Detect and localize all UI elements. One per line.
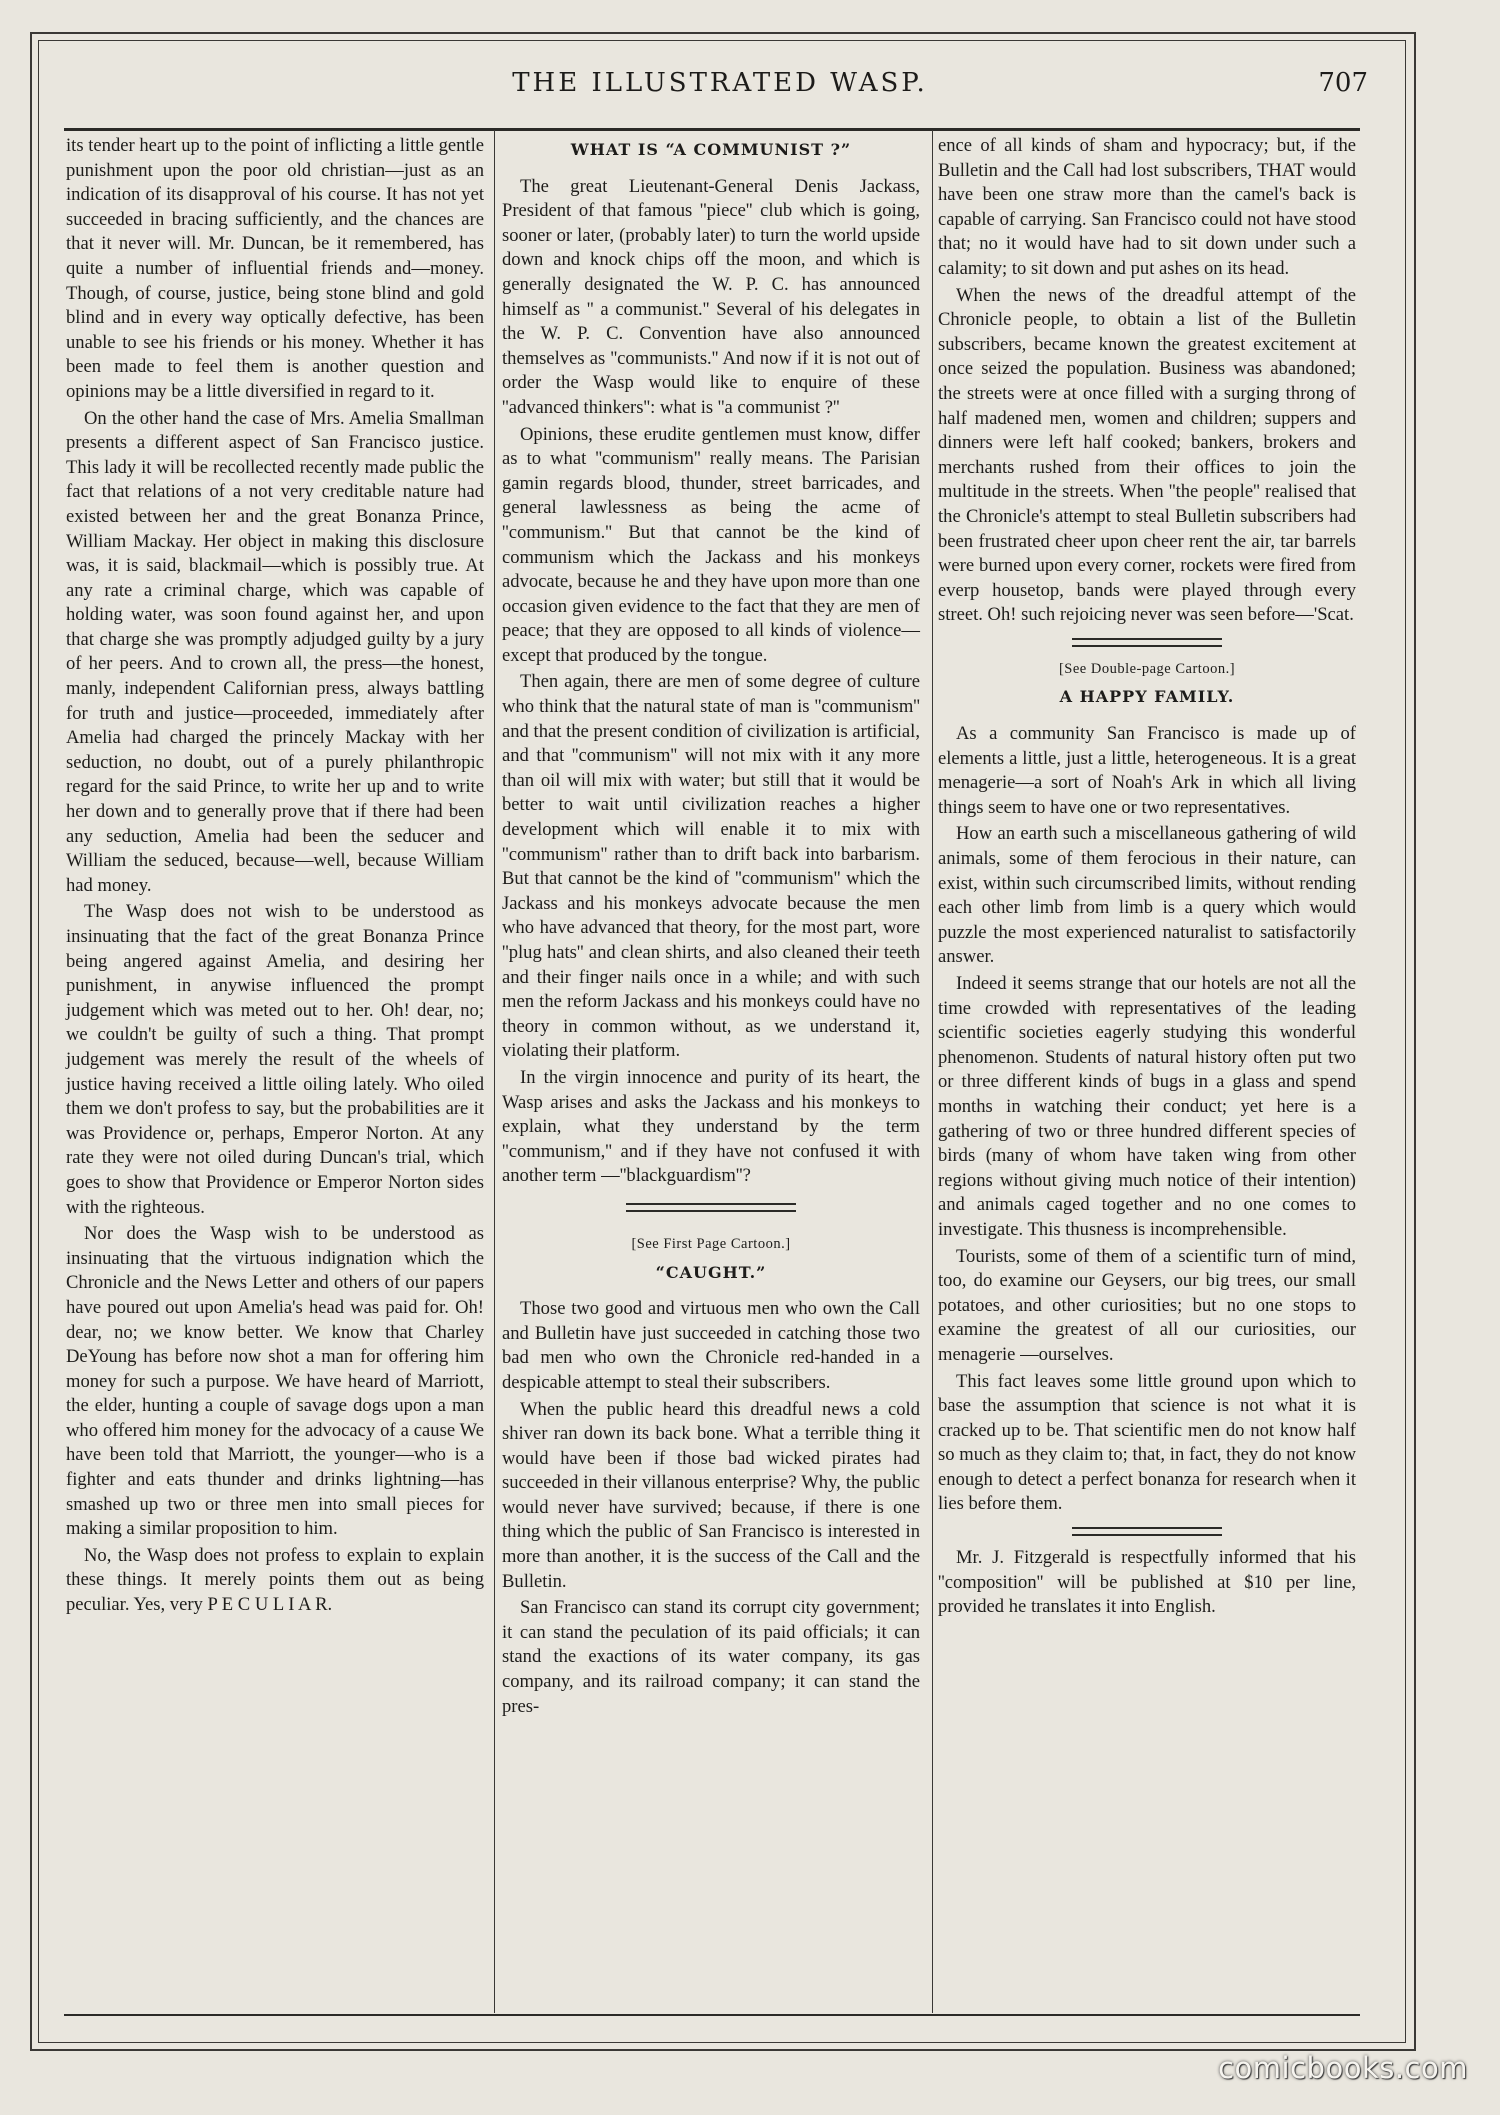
- col2-paragraph: San Francisco can stand its corrupt city government; it can stand the peculation of its paid officials; it can stand the exactions of its water company, its gas company, and its railroad company; it can stand the pres-: [502, 1597, 920, 1717]
- article-heading-happy-family: A HAPPY FAMILY.: [1059, 687, 1235, 707]
- masthead: THE ILLUSTRATED WASP.: [512, 68, 928, 98]
- column-1: [66, 134, 484, 1620]
- column-divider-2: [932, 130, 933, 2013]
- cartoon-note: [See Double-page Cartoon.]: [1058, 660, 1236, 677]
- column-3: [938, 134, 1356, 1622]
- section-divider: [1072, 638, 1222, 647]
- article-heading-communist: WHAT IS “A COMMUNIST ?”: [570, 140, 852, 159]
- col3-paragraph: How an earth such a miscellaneous gathering of wild animals, some of them ferocious in their nature, can exist, within such circumscribed limits, without rending each other limb from limb is a query which would puzzle the most experienced naturalist to satisfactorily answer.: [938, 823, 1356, 968]
- col2-paragraph: Then again, there are men of some degree of culture who think that the natural state of man is ''communism'' and that the present condition of civilization is artificial, and that ''communism'' will not mix with it any more than oil will mix with water; but still that it would be better to wait until civilization reaches a higher development which will enable it to mix with ''communism'' rather than to drift back into barbarism. But that cannot be the kind of ''communism'' which the Jackass and his monkeys advocate because the men who have advanced that theory, for the most part, wore ''plug hats'' and clean shirts, and also cleaned their teeth and their finger nails once in a while; and with such men the reform Jackass and his monkeys could have no theory in common without, as we understand it, violating their platform.: [502, 671, 920, 1062]
- col2-paragraph: When the public heard this dreadful news a cold shiver ran down its back bone. What a terrible thing it would have been if those bad wicked pirates had succeeded in their villanous enterprise? Why, the public would never have survived; because, if there is one thing which the public of San Francisco is interested in more than another, it is the success of the Call and the Bulletin.: [502, 1398, 920, 1592]
- col3-paragraph: Indeed it seems strange that our hotels are not all the time crowded with representatives of the leading scientific societies eagerly studying this wonderful phenomenon. Students of natural history often put two or three different kinds of bugs in a glass and spend months in watching their conduct; yet here is a gathering of two or three hundred different species of birds (many of whom have taken wing from other regions without giving much notice of their intention) and animals caged together and no one comes to investigate. This thusness is incomprehensible.: [938, 973, 1356, 1240]
- col1-paragraph: its tender heart up to the point of inflicting a little gentle punishment upon the poor old christian—just as an indication of its disapproval of his course. It has not yet succeeded in bracing sufficiently, and the chances are that it never will. Mr. Duncan, be it remembered, has quite a number of influential friends and—money. Though, of course, justice, being stone blind and gold blind and in every way optically defective, has been unable to see his friends or his money. Whether it has been made to feel them is another question and opinions may be a little diversified in regard to it.: [66, 135, 484, 402]
- section-divider: [1072, 1527, 1222, 1536]
- col1-paragraph: No, the Wasp does not profess to explain to explain these things. It merely points them out as being peculiar. Yes, very P E C U L I A R.: [66, 1544, 484, 1616]
- col2-paragraph: The great Lieutenant-General Denis Jackass, President of that famous ''piece'' club which is going, sooner or later, (probably later) to turn the world upside down and knock chips off the moon, and which is generally designated the W. P. C. has announced himself as '' a communist.'' Several of his delegates in the W. P. C. Convention have also announced themselves as ''communists.'' And now if it is not out of order the Wasp would like to enquire of these ''advanced thinkers'': what is ''a communist ?'': [502, 175, 920, 418]
- fitzgerald-notice: Mr. J. Fitzgerald is respectfully informed that his ''composition'' will be published at $10 per line, provided he translates it into English.: [938, 1547, 1356, 1618]
- col1-paragraph: On the other hand the case of Mrs. Amelia Smallman presents a different aspect of San Francisco justice. This lady it will be recollected recently made public the fact that relations of a not very creditable nature had existed between her and the great Bonanza Prince, William Mackay. Her object in making this disclosure was, it is said, blackmail—which is possibly true. At any rate a criminal charge, which was capable of holding water, was soon found against her, and upon that charge she was promptly adjudged guilty by a jury of her peers. And to crown all, the press—the honest, manly, independent Californian press, always battling for truth and justice—proceeded, immediately after Amelia had charged the princely Mackay with her seduction, no doubt, out of a purely philanthropic regard for the said Prince, to write her up and to write her down and to generally prove that if there had been any seduction, Amelia had been the seducer and William the seduced, because—well, because William had money.: [66, 407, 484, 896]
- running-head: [40, 68, 1400, 110]
- col1-paragraph: The Wasp does not wish to be understood as insinuating that the fact of the great Bonanza Prince being angered against Amelia, and desiring her punishment, in anywise influenced the prompt judgement which was meted out to her. Oh! dear, no; we couldn't be guilty of such a thing. That prompt judgement was merely the result of the wheels of justice having received a little oiling lately. Who oiled them we don't profess to say, but the probabilities are it was Providence or, perhaps, Emperor Norton. At any rate they were not oiled during Duncan's trial, which goes to show that Providence or Emperor Norton sides with the righteous.: [66, 901, 484, 1218]
- header-rule: [64, 128, 1360, 131]
- col2-paragraph: In the virgin innocence and purity of its heart, the Wasp arises and asks the Jackass and his monkeys to explain, what they understand by the term ''communism,'' and if they have not confused it with another term —''blackguardism''?: [502, 1066, 920, 1187]
- col1-paragraph: Nor does the Wasp wish to be understood as insinuating that the virtuous indignation which the Chronicle and the News Letter and others of our papers have poured out upon Amelia's head was paid for. Oh! dear, no; we know better. We know that Charley DeYoung has before now shot a man for offering him money for such a purpose. We have heard of Marriott, the elder, hunting a couple of savage dogs upon a man who offered him money for the advocacy of a cause We have been told that Marriott, the younger—who is a fighter and eats thunder and drinks lightning—has smashed up two or three men into small pieces for making a similar proposition to him.: [66, 1223, 484, 1540]
- column-divider-1: [494, 130, 495, 2013]
- col3-paragraph: ence of all kinds of sham and hypocracy; but, if the Bulletin and the Call had lost subscribers, THAT would have been one straw more than the camel's back is capable of carrying. San Francisco could not have stood that; no it would have had to sit down under such a calamity; to sit down and put ashes on its head.: [938, 135, 1356, 279]
- col3-paragraph: As a community San Francisco is made up of elements a little, just a little, heterogeneous. It is a great menagerie—a sort of Noah's Ark in which all living things seem to have one or two representatives.: [938, 723, 1356, 818]
- col2-paragraph: Opinions, these erudite gentlemen must know, differ as to what ''communism'' really means. The Parisian gamin regards blood, thunder, street barricades, and general lawlessness as being the acme of ''communism.'' But that cannot be the kind of communism which the Jackass and his monkeys advocate, because he and they have upon more than one occasion given evidence to the fact that they are men of peace; that they are opposed to all kinds of violence—except that produced by the tongue.: [502, 423, 920, 666]
- cartoon-note: [See First Page Cartoon.]: [631, 1235, 791, 1252]
- footer-rule: [64, 2014, 1360, 2016]
- column-2: [502, 134, 920, 1721]
- col3-paragraph: This fact leaves some little ground upon which to base the assumption that science is not what it is cracked up to be. That scientific men do not know half so much as they claim to; that, in fact, they do not know enough to detect a perfect bonanza for research when it lies before them.: [938, 1370, 1356, 1515]
- col2-paragraph: Those two good and virtuous men who own the Call and Bulletin have just succeeded in catching those two bad men who own the Chronicle red-handed in a despicable attempt to steal their subscribers.: [502, 1298, 920, 1393]
- col3-paragraph: When the news of the dreadful attempt of the Chronicle people, to obtain a list of the Bulletin subscribers, became known the greatest excitement at once seized the population. Business was abandoned; the streets were at once filled with a surging throng of half madened men, women and children; suppers and dinners were left half cooked; bankers, brokers and merchants rushed from their offices to join the multitude in the streets. When ''the people'' realised that the Chronicle's attempt to steal Bulletin subscribers had been frustrated cheer upon cheer rent the air, tar barrels were burned upon every corner, rockets were fired from everp housetop, bands were played through every street. Oh! such rejoicing never was seen before—'Scat.: [938, 284, 1356, 626]
- page-number: 707: [1318, 68, 1368, 98]
- watermark-logo: comicbooks.com: [1218, 2051, 1468, 2085]
- article-heading-caught: “CAUGHT.”: [655, 1262, 767, 1282]
- col3-paragraph: Tourists, some of them of a scientific turn of mind, too, do examine our Geysers, our big trees, our small potatoes, and other curiosities; but no one stops to examine the greatest of all our curiosities, our menagerie —ourselves.: [938, 1245, 1356, 1365]
- section-divider: [626, 1203, 796, 1212]
